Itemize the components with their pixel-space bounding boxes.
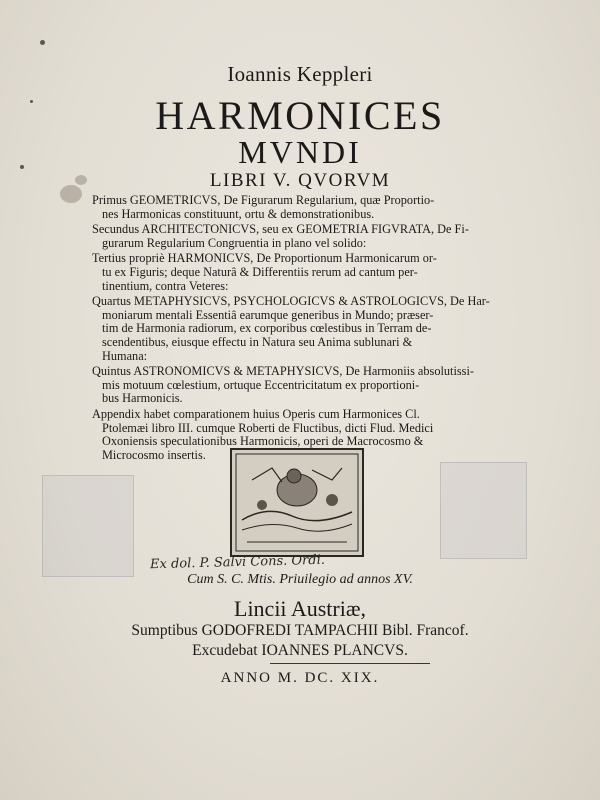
book-entry-line: Secundus ARCHITECTONICVS, seu ex GEOMETRIA FIGVRATA, De Fi- [92,222,469,237]
book-entry-line: mis motuum cœlestium, ortuque Eccentricitatum ex proportioni- [102,377,420,392]
title-line-1: HARMONICES [155,93,445,138]
title-line-2: MVNDI [238,134,362,170]
book-entry-line: Humana: [102,348,148,363]
book-entry-line: Tertius propriè HARMONICVS, De Proportionum Harmonicarum or- [92,251,437,266]
publisher-line: Sumptibus GODOFREDI TAMPACHII Bibl. Francof. [131,622,469,639]
book-entry-line: Oxoniensis speculationibus Harmonicis, operi de Macrocosmo & [102,434,424,449]
book-entry-line: moniarum mentali Essentiâ earumque generibus in Mundo; præser- [102,307,434,322]
book-entry-line: Quartus METAPHYSICVS, PSYCHOLOGICVS & ASTROLOGICVS, De Har- [92,294,490,309]
book-entry [92,194,522,221]
book-entry-line: tinentium, contra Veteres: [102,278,229,293]
woodcut-illustration [232,450,362,555]
book-entry-line: bus Harmonicis. [102,391,183,406]
book-entry-line: nes Harmonicas constituunt, ortu & demonstrationibus. [102,206,375,221]
book-entry-line: gurarum Regularium Congruentia in plano vel solido: [102,235,367,250]
book-entry-line: Appendix habet comparationem huius Operis cum Harmonices Cl. [92,406,420,421]
book-entry [92,365,522,406]
book-entry-line: Ptolemæi libro III. cumque Roberti de Fluctibus, dicti Flud. Medici [102,420,434,435]
show-through-ornament [42,475,134,577]
printer-line: Excudebat IOANNES PLANCVS. [192,642,408,659]
book-entry-line: tu ex Figuris; deque Naturâ & Differentiis rerum ad cantum per- [102,264,418,279]
book-entry-line: scendentibus, eiusque effectu in Natura seu Anima sublunari & [102,334,413,349]
author-name: Ioannis Keppleri [227,62,373,86]
book-contents-list [92,194,522,464]
ownership-signature: Ex dol. P. Salvi Cons. Ordi. [149,552,326,573]
book-entry [92,295,522,363]
book-entry-line: tim de Harmonia radiorum, ex corporibus cœlestibus in Terram de- [102,321,432,336]
place-of-publication: Lincii Austriæ, [234,596,366,621]
privilege-line: Cum S. C. Mtis. Priuilegio ad annos XV. [187,572,413,587]
book-entry [92,252,522,293]
books-heading: LIBRI V. QVORVM [209,170,391,191]
book-entry [92,223,522,250]
book-entry-line: Microcosmo insertis. [102,447,206,462]
show-through-ornament [440,462,527,559]
publication-year: ANNO M. DC. XIX. [220,670,380,686]
woodcut-icon [230,448,364,557]
book-entry-line: Quintus ASTRONOMICVS & METAPHYSICVS, De Harmoniis absolutissi- [92,364,474,379]
book-entry-line: Primus GEOMETRICVS, De Figurarum Regularium, quæ Proportio- [92,193,435,207]
stain-mark [40,40,45,45]
divider-rule [270,663,430,664]
